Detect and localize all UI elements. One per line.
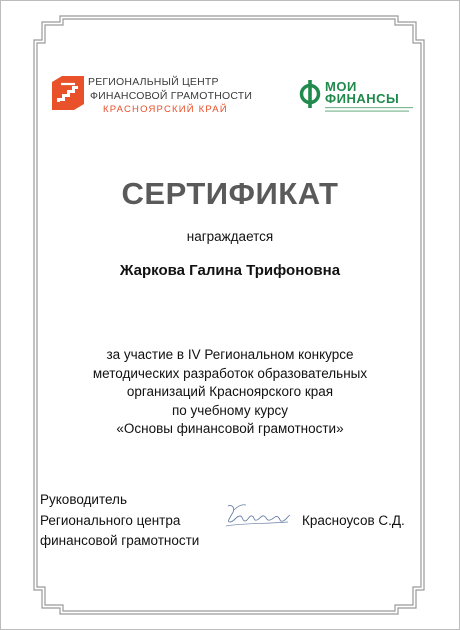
award-reason-line: по учебному курсу (171, 402, 288, 418)
regional-center-logo (52, 76, 84, 110)
awarded-label: награждается (186, 229, 274, 244)
signatory-role-line: Регионального центра (40, 512, 181, 528)
award-reason-line: за участие в IV Региональном конкурсе (106, 347, 354, 362)
award-reason-line: «Основы финансовой грамотности» (116, 421, 344, 436)
award-reason (30, 346, 430, 439)
moi-finansy-logo-icon (298, 80, 322, 108)
handwritten-signature (222, 500, 294, 534)
moi-finansy-fine-print (325, 106, 415, 114)
award-reason-line: методических разработок образовательных (92, 365, 368, 381)
award-reason-line: организаций Красноярского края (126, 384, 334, 399)
regional-center-name-line1: РЕГИОНАЛЬНЫЙ ЦЕНТР (88, 76, 219, 88)
moi-finansy-name-line1: МОИ (325, 79, 357, 94)
moi-finansy-name-line2: ФИНАНСЫ (325, 91, 400, 106)
regional-center-name-line2: ФИНАНСОВОЙ ГРАМОТНОСТИ (90, 90, 253, 102)
recipient-name: Жаркова Галина Трифоновна (119, 262, 341, 279)
regional-center-region: КРАСНОЯРСКИЙ КРАЙ (103, 104, 228, 115)
certificate-title: СЕРТИФИКАТ (121, 176, 339, 211)
signatory-name: Красноусов С.Д. (302, 513, 405, 528)
signatory-role-line: финансовой грамотности (40, 533, 200, 548)
signatory-role-line: Руководитель (40, 492, 127, 507)
signatory-role (40, 490, 199, 552)
